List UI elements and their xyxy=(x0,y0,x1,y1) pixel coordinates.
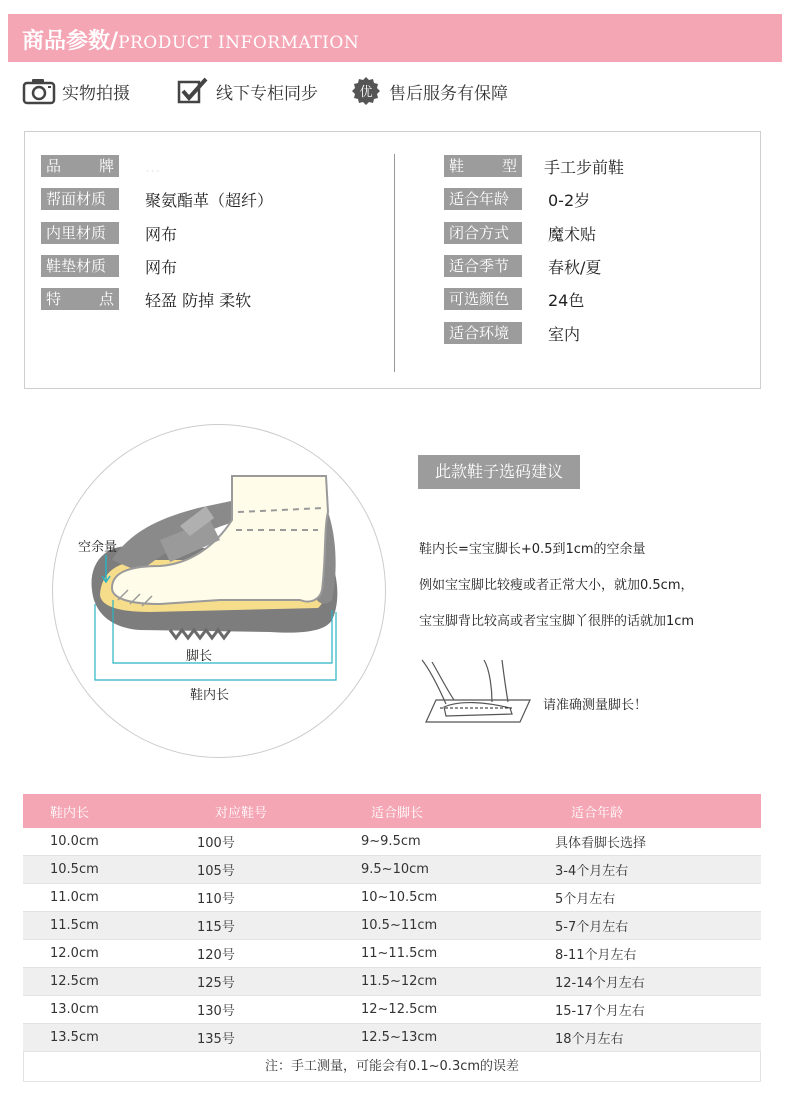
spec-label: 适合季节 xyxy=(444,255,522,277)
spec-value: 室内 xyxy=(548,324,581,344)
cell-shoe-size: 110号 xyxy=(197,892,235,907)
badge-text: 优 xyxy=(359,85,373,100)
spec-value: 聚氨酯革（超纤） xyxy=(145,190,274,210)
cell-shoe-size: 100号 xyxy=(197,836,235,851)
guarantee-label: 售后服务有保障 xyxy=(389,83,508,104)
header-shoe-size: 对应鞋号 xyxy=(215,805,268,821)
cell-foot-length: 11~11.5cm xyxy=(361,946,438,961)
cell-shoe-size: 125号 xyxy=(197,976,235,991)
header-inner-length: 鞋内长 xyxy=(50,805,90,821)
cell-foot-length: 9.5~10cm xyxy=(361,862,429,877)
cell-inner-length: 12.0cm xyxy=(50,946,99,961)
cell-inner-length: 13.0cm xyxy=(50,1002,99,1017)
spec-value: 0-2岁 xyxy=(548,190,591,210)
spec-label: 鞋 型 xyxy=(444,155,522,177)
header-foot-length: 适合脚长 xyxy=(371,805,424,821)
spec-label: 特 点 xyxy=(41,288,119,310)
guarantee-label: 线下专柜同步 xyxy=(216,83,318,104)
spec-value: ... xyxy=(145,156,161,176)
spec-label: 适合年龄 xyxy=(444,188,522,210)
cell-inner-length: 12.5cm xyxy=(50,974,99,989)
spec-value: 春秋/夏 xyxy=(548,257,602,277)
cell-age: 8-11个月左右 xyxy=(555,948,637,963)
measure-note: 请准确测量脚长！ xyxy=(543,698,648,713)
cell-age: 5个月左右 xyxy=(555,892,616,907)
cell-shoe-size: 135号 xyxy=(197,1032,235,1047)
advice-title: 此款鞋子选码建议 xyxy=(418,455,580,489)
cell-age: 3-4个月左右 xyxy=(555,864,629,879)
advice-line-2: 例如宝宝脚比较瘦或者正常大小，就加0.5cm， xyxy=(419,578,694,593)
cell-inner-length: 13.5cm xyxy=(50,1030,99,1045)
spec-label: 适合环境 xyxy=(444,322,522,344)
size-table xyxy=(23,794,761,1082)
cell-age: 5-7个月左右 xyxy=(555,920,629,935)
cell-age: 具体看脚长选择 xyxy=(555,836,647,851)
cell-inner-length: 10.0cm xyxy=(50,834,99,849)
spec-value: 网布 xyxy=(145,257,178,277)
title-en: PRODUCT INFORMATION xyxy=(118,33,360,53)
table-row xyxy=(23,968,761,996)
table-row xyxy=(23,884,761,912)
table-body xyxy=(23,828,761,1052)
foot-length-label: 脚长 xyxy=(186,649,213,664)
cell-inner-length: 11.0cm xyxy=(50,890,99,905)
advice-line-3: 宝宝脚背比较高或者宝宝脚丫很胖的话就加1cm xyxy=(419,614,695,629)
spec-value: 轻盈 防掉 柔软 xyxy=(145,290,252,310)
table-note: 注：手工测量，可能会有0.1~0.3cm的误差 xyxy=(23,1052,761,1082)
spec-label: 闭合方式 xyxy=(444,222,522,244)
guarantee-label: 实物拍摄 xyxy=(62,83,130,104)
spec-label: 内里材质 xyxy=(41,222,119,244)
advice-line-1: 鞋内长=宝宝脚长+0.5到1cm的空余量 xyxy=(419,542,646,557)
title-slash: / xyxy=(110,29,119,54)
table-row xyxy=(23,1024,761,1052)
spec-value: 网布 xyxy=(145,224,178,244)
cell-foot-length: 11.5~12cm xyxy=(361,974,438,989)
cell-inner-length: 11.5cm xyxy=(50,918,99,933)
cell-foot-length: 12~12.5cm xyxy=(361,1002,438,1017)
table-row xyxy=(23,940,761,968)
header-age: 适合年龄 xyxy=(571,805,624,821)
cell-foot-length: 9~9.5cm xyxy=(361,834,421,849)
title-cn: 商品参数 xyxy=(22,29,111,54)
cell-foot-length: 12.5~13cm xyxy=(361,1030,438,1045)
cell-age: 12-14个月左右 xyxy=(555,976,645,991)
spec-value: 魔术贴 xyxy=(548,224,597,244)
spare-length-label: 空余量 xyxy=(78,540,118,555)
table-row xyxy=(23,856,761,884)
spec-value: 手工步前鞋 xyxy=(544,157,625,177)
cell-age: 18个月左右 xyxy=(555,1032,624,1047)
cell-foot-length: 10.5~11cm xyxy=(361,918,438,933)
table-header xyxy=(23,794,761,828)
spec-label: 帮面材质 xyxy=(41,188,119,210)
spec-value: 24色 xyxy=(548,290,585,310)
cell-shoe-size: 105号 xyxy=(197,864,235,879)
cell-inner-length: 10.5cm xyxy=(50,862,99,877)
table-row xyxy=(23,828,761,856)
spec-label: 鞋垫材质 xyxy=(41,255,119,277)
table-row xyxy=(23,912,761,940)
spec-label: 可选颜色 xyxy=(444,288,522,310)
cell-shoe-size: 120号 xyxy=(197,948,235,963)
cell-foot-length: 10~10.5cm xyxy=(361,890,438,905)
cell-age: 15-17个月左右 xyxy=(555,1004,645,1019)
cell-shoe-size: 115号 xyxy=(197,920,235,935)
shoe-length-label: 鞋内长 xyxy=(190,688,230,703)
measuring-sketch-icon xyxy=(422,660,530,722)
spec-label: 品 牌 xyxy=(41,155,119,177)
cell-shoe-size: 130号 xyxy=(197,1004,235,1019)
table-row xyxy=(23,996,761,1024)
